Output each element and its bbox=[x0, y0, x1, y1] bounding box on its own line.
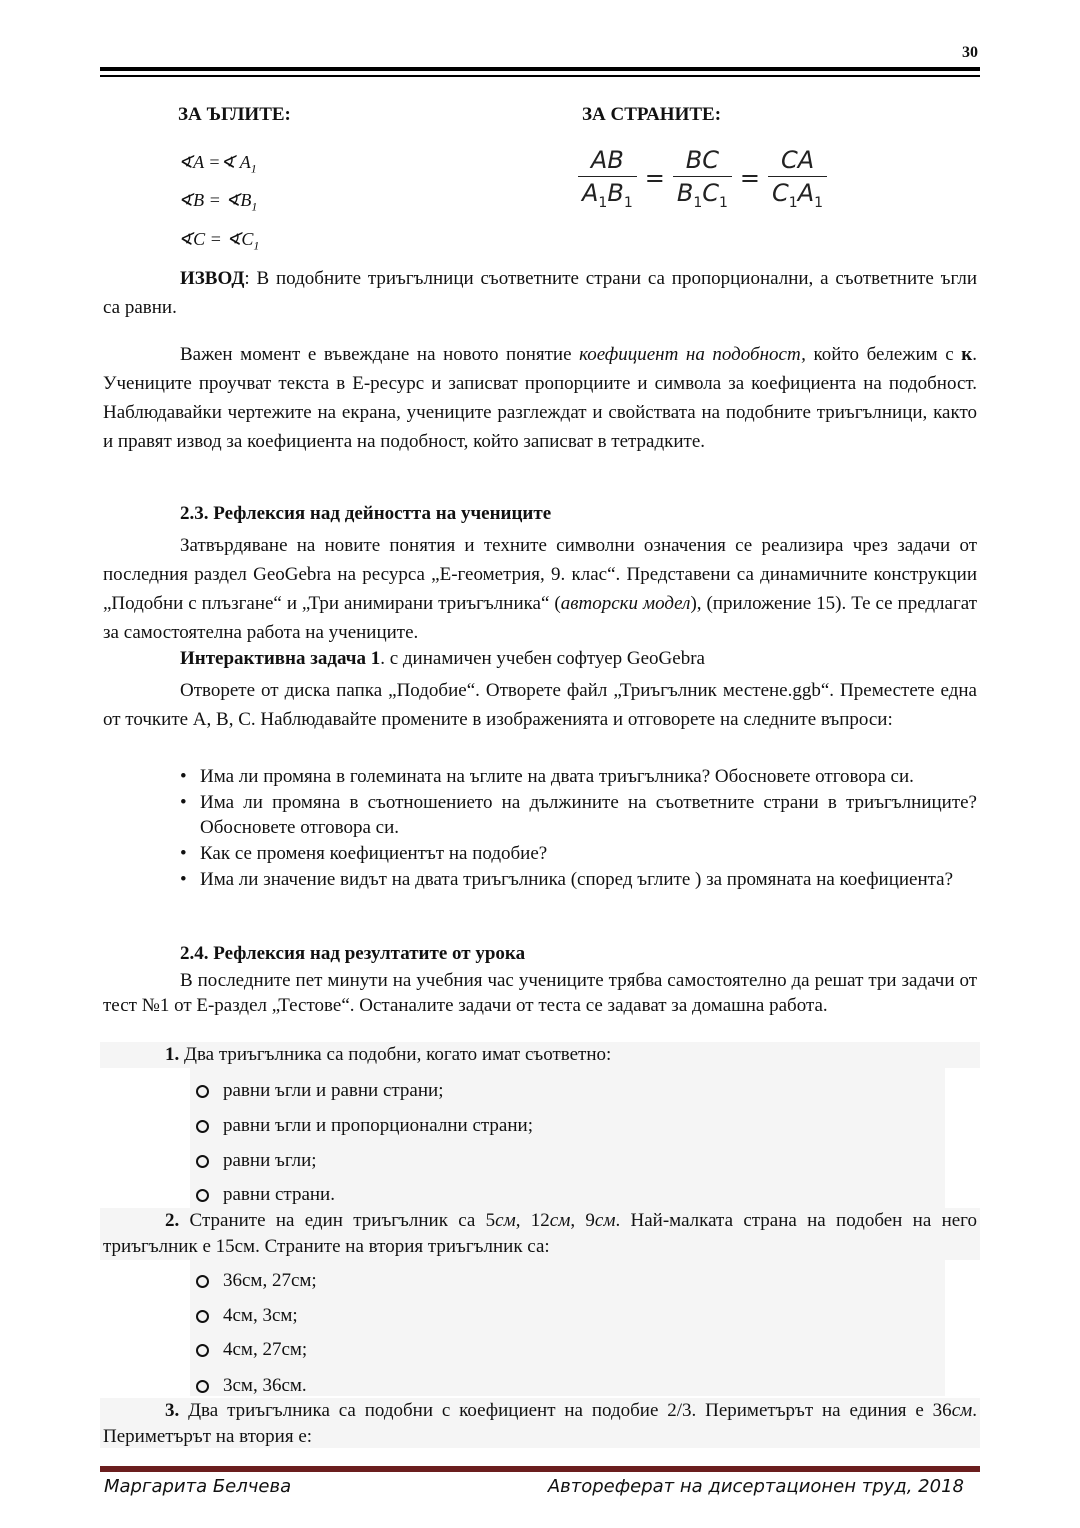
interactive-task-line: Интерактивна задача 1. с динамичен учебен софтуер GeoGebra bbox=[180, 648, 705, 669]
header-rule-thin bbox=[100, 75, 980, 77]
question-2-option-2[interactable]: 4см, 3см; bbox=[196, 1305, 298, 1327]
task-paragraph: Отворете от диска папка „Подобие“. Отворете файл „Триъгълник местене.ggb“. Преместете една от точките А, В, С. Наблюдавайте промените в изображенията и отговорете на следните въпроси: bbox=[103, 680, 977, 730]
section-2-3-title: 2.3. Рефлексия над дейността на учениците bbox=[180, 503, 552, 524]
conclusion-paragraph: ИЗВОД: В подобните триъгълници съответните страни са пропорционални, а съответните ъгли са равни. bbox=[103, 268, 977, 318]
question-2-option-4[interactable]: 3см, 36см. bbox=[196, 1375, 307, 1397]
radio-icon[interactable] bbox=[196, 1155, 209, 1168]
radio-icon[interactable] bbox=[196, 1344, 209, 1357]
side-proportion-formula: $\frac{AB}{A_1B_1}$ = $\frac{BC}{B_1C_1}$ = $\frac{CA}{C_1A_1}$ bbox=[576, 146, 829, 211]
radio-icon[interactable] bbox=[196, 1189, 209, 1202]
angle-equality-a: ∢A =∢ $A_1$ bbox=[178, 152, 257, 176]
question-1-text: 1. Два триъгълника са подобни, когато имат съответно: bbox=[165, 1044, 612, 1065]
footer-author: Маргарита Белчева bbox=[104, 1476, 292, 1497]
list-item: • Има ли значение видът на двата триъгълника (според ъглите ) за промяната на коефициента? bbox=[180, 867, 977, 892]
question-1-option-1[interactable]: равни ъгли и равни страни; bbox=[196, 1080, 443, 1102]
footer-rule bbox=[100, 1466, 980, 1472]
question-2-text: 2. Страните на един триъгълник са 5см, 12см, 9см. Най-малката страна на подобен на него триъгълник е 15см. Страните на втория триъгълник са: bbox=[103, 1210, 977, 1257]
page-number: 30 bbox=[962, 44, 978, 61]
question-1-option-3[interactable]: равни ъгли; bbox=[196, 1150, 317, 1172]
section-2-4-paragraph: В последните пет минути на учебния час учениците трябва самостоятелно да решат три задачи от тест №1 от Е-раздел „Тестове“. Останалите задачи от теста се задават за домашна работа. bbox=[103, 970, 977, 1016]
radio-icon[interactable] bbox=[196, 1310, 209, 1323]
radio-icon[interactable] bbox=[196, 1275, 209, 1288]
list-item: • Има ли промяна в големината на ъглите на двата триъгълника? Обосновете отговора си. bbox=[180, 764, 977, 789]
section-2-3-paragraph: Затвърдяване на новите понятия и техните символни означения се реализира чрез задачи от последния раздел GeoGebra на ресурса „Е-геометрия, 9. клас“. Представени са динамичните конструкции „Подобни с плъзгане“ и „Три анимирани триъгълника“ (авторски модел), (приложение 15). Те се предлагат за самостоятелна работа на учениците. bbox=[103, 535, 977, 643]
footer-title: Автореферат на дисертационен труд, 2018 bbox=[547, 1476, 964, 1497]
fraction-bc: $\frac{BC}{B_1C_1}$ bbox=[673, 146, 732, 211]
radio-icon[interactable] bbox=[196, 1085, 209, 1098]
list-item: • Има ли промяна в съотношението на дължините на съответните страни в триъгълниците? Обосновете отговора си. bbox=[180, 790, 977, 840]
question-2-option-1[interactable]: 36см, 27см; bbox=[196, 1270, 317, 1292]
question-1-option-2[interactable]: равни ъгли и пропорционални страни; bbox=[196, 1115, 533, 1137]
fraction-ab: $\frac{AB}{A_1B_1}$ bbox=[578, 146, 637, 211]
coefficient-paragraph: Важен момент е въвеждане на новото понятие коефициент на подобност, който бележим с к. Учениците проучват текста в Е-ресурс и записват пропорциите и символа за коефициента на подобност. Наблюдавайки чертежите на екрана, учениците разглеждат и свойствата на подобните триъгълници, както и правят извод за коефициента на подобност, който записват в тетрадките. bbox=[103, 344, 977, 452]
question-2-option-3[interactable]: 4см, 27см; bbox=[196, 1339, 307, 1361]
section-2-4-title: 2.4. Рефлексия над резултатите от урока bbox=[180, 943, 526, 964]
question-1-option-4[interactable]: равни страни. bbox=[196, 1184, 335, 1206]
list-item: • Как се променя коефициентът на подобие? bbox=[180, 841, 977, 866]
question-3-text: 3. Два триъгълника са подобни с коефициент на подобие 2/3. Периметърът на единия е 36см. Периметърът на втория е: bbox=[103, 1400, 977, 1447]
radio-icon[interactable] bbox=[196, 1120, 209, 1133]
task-question-list bbox=[180, 764, 977, 893]
angles-heading: ЗА ЪГЛИТЕ: bbox=[178, 104, 291, 125]
angle-equality-b: ∢B = $∢B_1$ bbox=[178, 190, 258, 214]
sides-heading: ЗА СТРАНИТЕ: bbox=[582, 104, 722, 125]
fraction-ca: $\frac{CA}{C_1A_1}$ bbox=[768, 146, 827, 211]
radio-icon[interactable] bbox=[196, 1380, 209, 1393]
angle-equality-c: ∢C = $∢C_1$ bbox=[178, 229, 260, 253]
header-rule-thick bbox=[100, 67, 980, 71]
